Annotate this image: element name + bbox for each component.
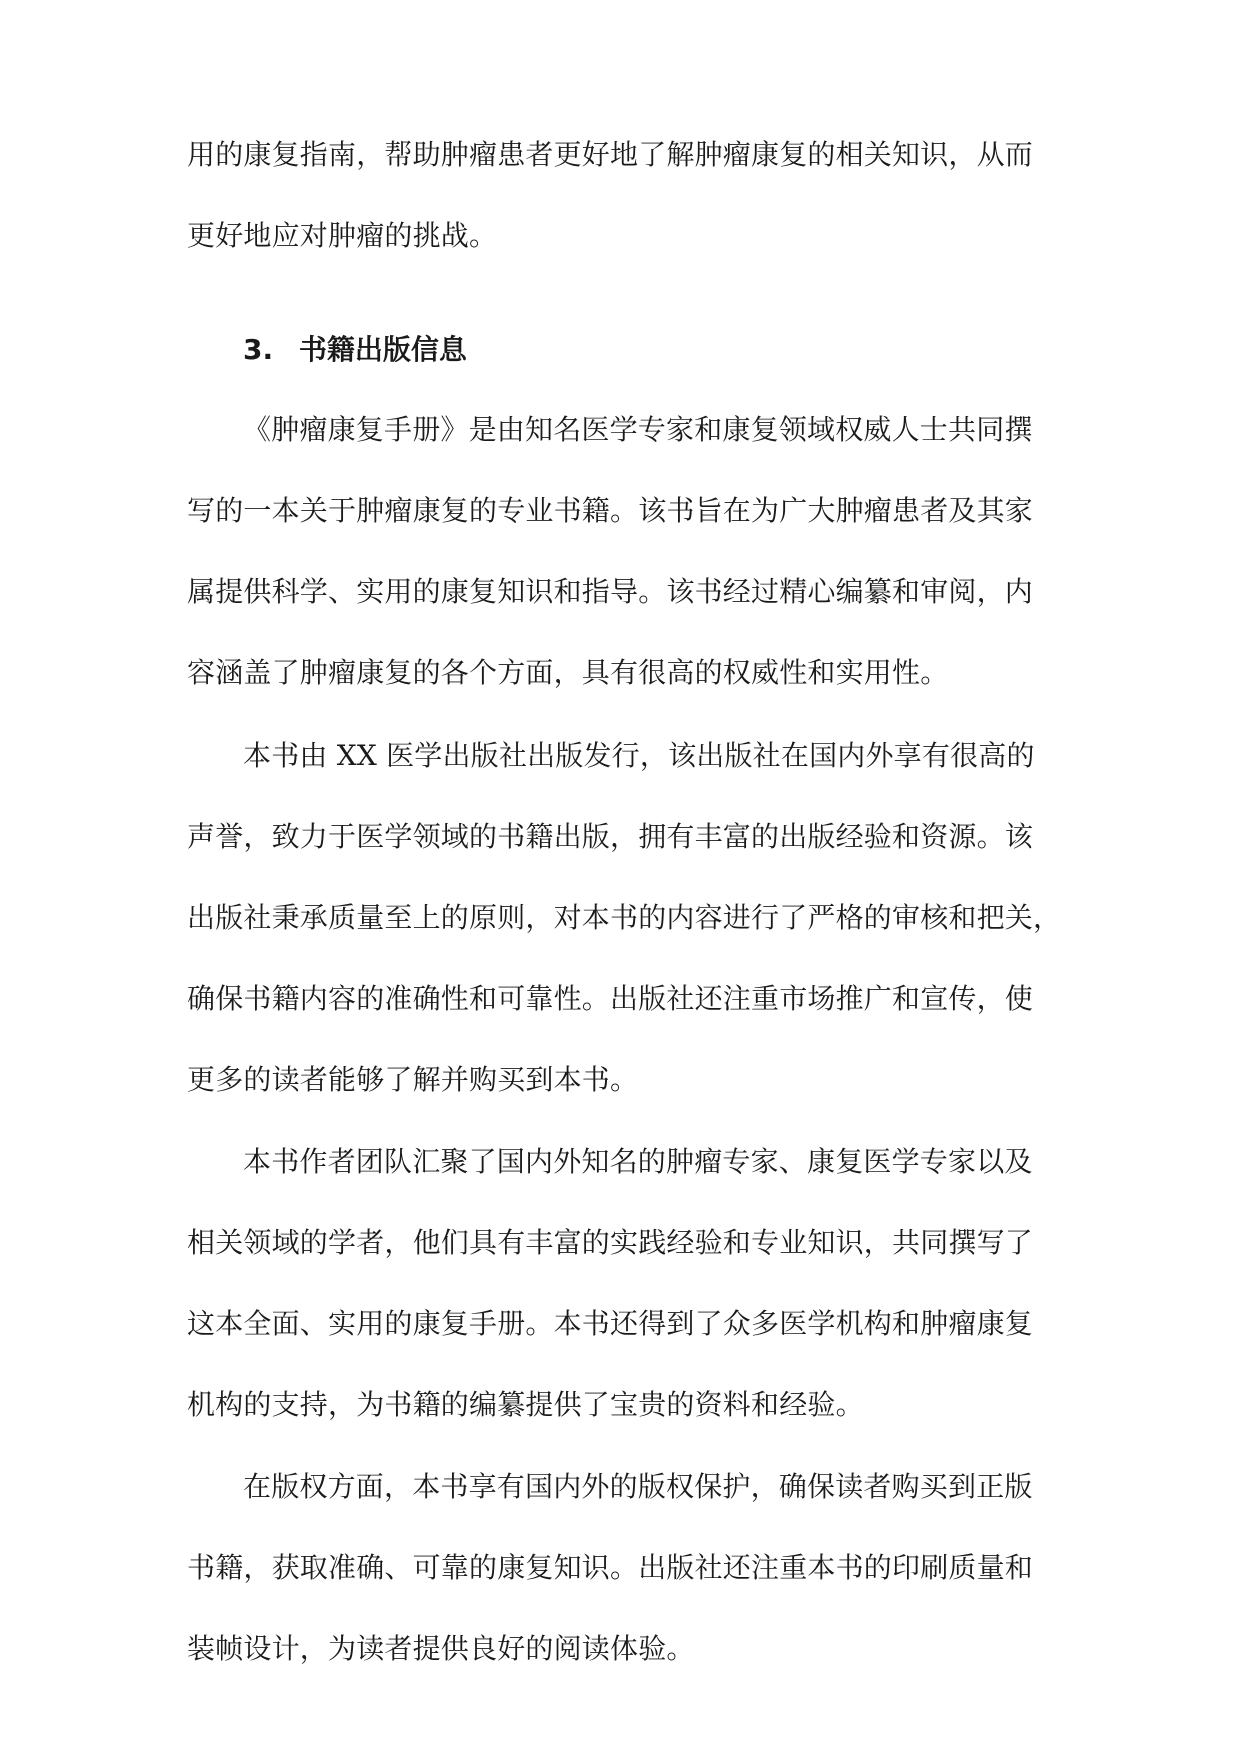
- text-line: 本书由 XX 医学出版社出版发行，该出版社在国内外享有很高的: [243, 739, 1035, 772]
- paragraph-1: [187, 389, 1055, 713]
- text-line: 确保书籍内容的准确性和可靠性。出版社还注重市场推广和宣传，使: [187, 982, 1034, 1015]
- paragraph-4: [187, 1446, 1055, 1689]
- text-line: 出版社秉承质量至上的原则，对本书的内容进行了严格的审核和把关，: [187, 901, 1062, 934]
- text-line: 容涵盖了肿瘤康复的各个方面，具有很高的权威性和实用性。: [187, 656, 949, 689]
- text-line: 更多的读者能够了解并购买到本书。: [187, 1063, 639, 1096]
- text-line: 更好地应对肿瘤的挑战。: [187, 219, 498, 252]
- text-line: 用的康复指南，帮助肿瘤患者更好地了解肿瘤康复的相关知识，从而: [187, 138, 1034, 171]
- text-line: 属提供科学、实用的康复知识和指导。该书经过精心编纂和审阅，内: [187, 575, 1034, 608]
- paragraph-3: [187, 1121, 1055, 1445]
- paragraph-2: [187, 715, 1062, 1120]
- intro-continuation: [187, 114, 1055, 276]
- section-title: 书籍出版信息: [298, 333, 467, 366]
- text-line: 声誉，致力于医学领域的书籍出版，拥有丰富的出版经验和资源。该: [187, 820, 1034, 853]
- section-heading: [243, 320, 467, 380]
- section-number: 3.: [243, 333, 274, 366]
- text-line: 装帧设计，为读者提供良好的阅读体验。: [187, 1632, 695, 1665]
- text-line: 相关领域的学者，他们具有丰富的实践经验和专业知识，共同撰写了: [187, 1226, 1034, 1259]
- text-line: 书籍，获取准确、可靠的康复知识。出版社还注重本书的印刷质量和: [187, 1551, 1034, 1584]
- text-line: 在版权方面，本书享有国内外的版权保护，确保读者购买到正版: [243, 1470, 1033, 1503]
- text-line: 《肿瘤康复手册》是由知名医学专家和康复领域权威人士共同撰: [243, 413, 1033, 446]
- text-line: 这本全面、实用的康复手册。本书还得到了众多医学机构和肿瘤康复: [187, 1307, 1034, 1340]
- text-line: 写的一本关于肿瘤康复的专业书籍。该书旨在为广大肿瘤患者及其家: [187, 494, 1034, 527]
- text-line: 机构的支持，为书籍的编纂提供了宝贵的资料和经验。: [187, 1388, 864, 1421]
- text-line: 本书作者团队汇聚了国内外知名的肿瘤专家、康复医学专家以及: [243, 1145, 1033, 1178]
